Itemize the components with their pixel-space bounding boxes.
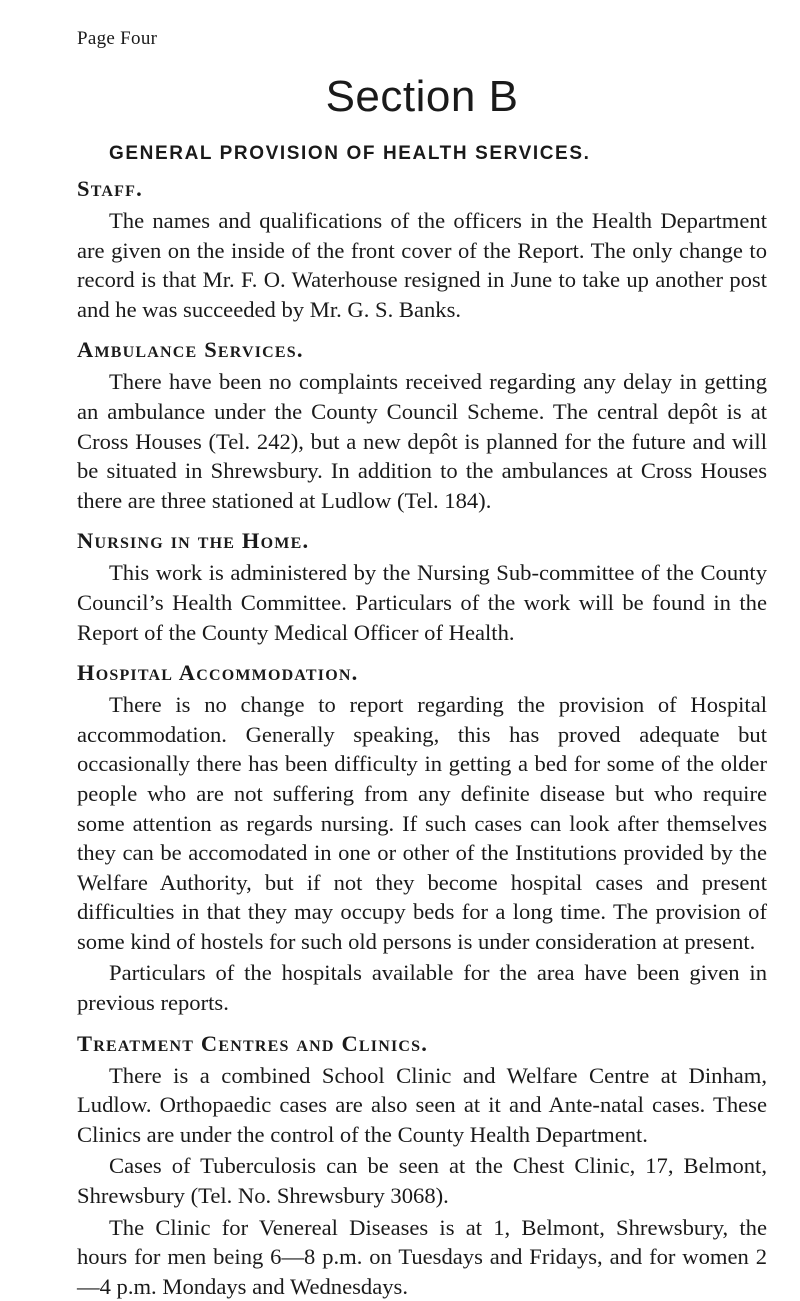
paragraph: The names and qualifications of the officers in the Health Department are given on the inside of the front cover of the Report. The only change to record is that Mr. F. O. Waterhouse resigned in June to take up another post and he was succeeded by Mr. G. S. Banks.: [77, 208, 767, 322]
section-hospital-accommodation: [77, 656, 767, 1018]
section-heading: Ambulance Services.: [77, 337, 304, 363]
section-heading: Treatment Centres and Clinics.: [77, 1030, 429, 1056]
paragraph: There is no change to report regarding the provision of Hospital accommodation. Generally speaking, this has proved adequate but occasionally there has been difficulty in getting a bed for some of the older people who are not suffering from any definite disease but who require some attention as regards nursing. If such cases can look after themselves they can be accomodated in one or other of the Institutions provided by the Welfare Authority, but if not they become hospital cases and present difficulties in that they may occupy beds for a long time. The provision of some kind of hostels for such old persons is under consideration at present.: [77, 692, 767, 954]
paragraph: There have been no complaints received regarding any delay in getting an ambulance under the County Council Scheme. The central depôt is at Cross Houses (Tel. 242), but a new depôt is planned for the future and will be situated in Shrewsbury. In addition to the ambulances at Cross Houses there are three stationed at Ludlow (Tel. 184).: [77, 369, 767, 513]
section-heading: Hospital Accommodation.: [77, 660, 359, 686]
paragraph: Particulars of the hospitals available for the area have been given in previous reports.: [77, 960, 767, 1016]
paragraph: Cases of Tuberculosis can be seen at the Chest Clinic, 17, Belmont, Shrewsbury (Tel. No. Shrewsbury 3068).: [77, 1153, 767, 1209]
main-heading: GENERAL PROVISION OF HEALTH SERVICES.: [109, 143, 591, 164]
section-treatment-centres-and-clinics: [77, 1027, 767, 1301]
section-ambulance-services: [77, 333, 767, 515]
section-heading: Nursing in the Home.: [77, 528, 310, 554]
section-staff: [77, 172, 767, 324]
paragraph: There is a combined School Clinic and Welfare Centre at Dinham, Ludlow. Orthopaedic cases are also seen at it and Ante-natal cases. These Clinics are under the control of the County Health Department.: [77, 1062, 767, 1147]
paragraph: The Clinic for Venereal Diseases is at 1, Belmont, Shrewsbury, the hours for men being 6—8 p.m. on Tuesdays and Fridays, and for women 2—4 p.m. Mondays and Wednesdays.: [77, 1214, 767, 1299]
page-label: Page Four: [77, 28, 158, 49]
section-nursing-in-the-home: [77, 524, 767, 647]
section-heading: Staff.: [77, 176, 143, 201]
section-title: Section B: [325, 72, 519, 121]
document-body: [77, 172, 767, 1301]
paragraph: This work is administered by the Nursing Sub-committee of the County Council’s Health Committee. Particulars of the work will be found in the Report of the County Medical Officer of Health.: [77, 560, 767, 645]
